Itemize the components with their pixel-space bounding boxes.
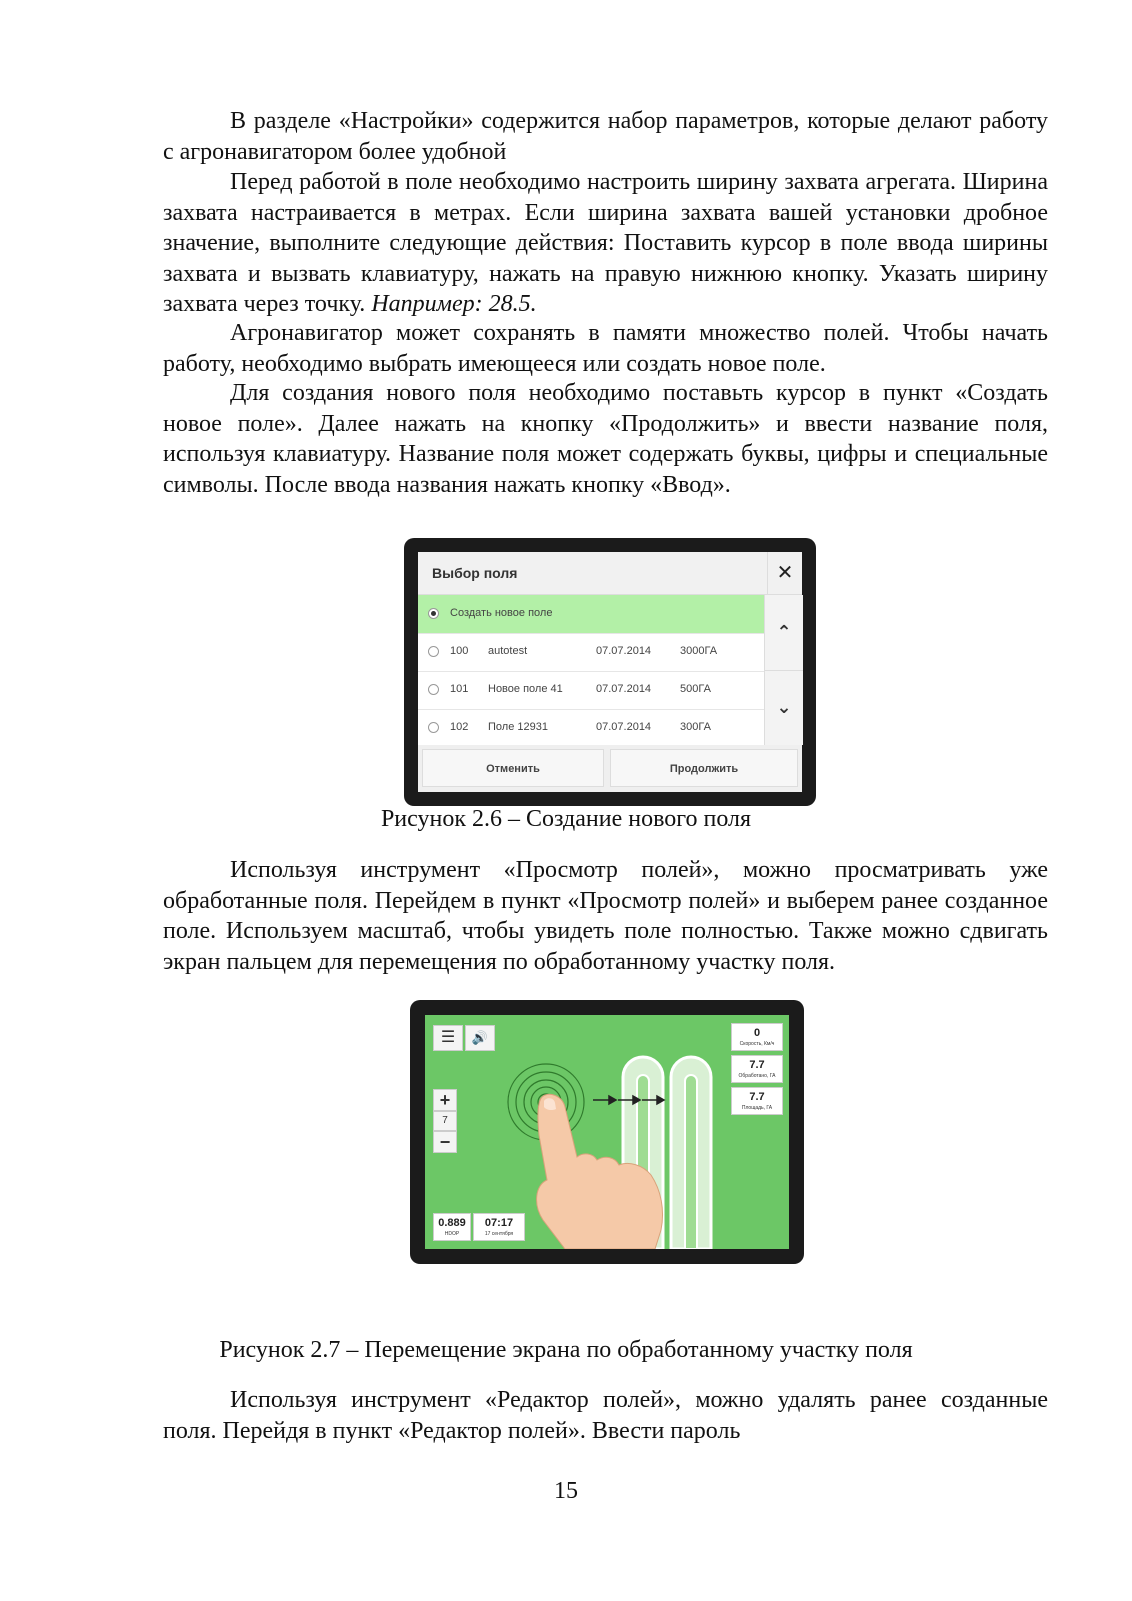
continue-button[interactable]: Продолжить	[610, 749, 798, 787]
stat-value: 0	[753, 1027, 761, 1039]
date-label: 17 сентября	[484, 1231, 514, 1237]
dialog-footer	[418, 745, 802, 792]
field-name: Новое поле 41	[488, 683, 563, 695]
speed-stat	[731, 1023, 783, 1051]
radio-icon[interactable]	[428, 646, 439, 657]
clock-panel	[473, 1213, 525, 1241]
stat-label: Скорость, Км/ч	[739, 1041, 775, 1047]
example-text: Например: 28.5.	[371, 291, 537, 318]
field-area: 500ГА	[680, 683, 711, 695]
radio-icon[interactable]	[428, 722, 439, 733]
paragraph-settings: В разделе «Настройки» содержится набор параметров, которые делают работу с агронавигатором более удобной	[163, 108, 1048, 165]
field-area: 300ГА	[680, 721, 711, 733]
zoom-in-button[interactable]: +	[433, 1089, 457, 1111]
close-icon[interactable]: ✕	[767, 552, 802, 594]
field-id: 100	[450, 645, 469, 657]
cancel-button[interactable]: Отменить	[422, 749, 604, 787]
field-row[interactable]	[418, 709, 764, 747]
figure-field-selection	[404, 538, 816, 806]
strip-inner	[685, 1075, 697, 1249]
stat-label: Площадь, ГА	[741, 1105, 773, 1111]
zoom-level: 7	[433, 1111, 457, 1131]
hdop-value: 0.889	[438, 1217, 466, 1229]
row-create-new-field[interactable]	[418, 595, 764, 634]
dialog-header	[418, 552, 802, 595]
dialog-title: Выбор поля	[432, 565, 518, 581]
area-stat	[731, 1087, 783, 1115]
sound-icon[interactable]: 🔊	[465, 1025, 495, 1051]
stat-value: 7.7	[749, 1091, 765, 1103]
paragraph-create-field: Для создания нового поля необходимо поставьть курсор в пункт «Создать новое поле». Далее нажать на кнопку «Продолжить» и ввести название поля, используя клавиатуру. Название поля может содержать буквы, цифры и специальные символы. После ввода названия нажать кнопку «Ввод».	[163, 380, 1048, 498]
radio-icon[interactable]	[428, 608, 439, 619]
field-row[interactable]	[418, 633, 764, 672]
zoom-out-button[interactable]: −	[433, 1131, 457, 1153]
field-id: 102	[450, 721, 469, 733]
field-date: 07.07.2014	[596, 645, 652, 657]
figure-caption: Рисунок 2.7 – Перемещение экрана по обработанному участку поля	[219, 1337, 913, 1363]
row-label: Создать новое поле	[450, 607, 553, 619]
stat-label: Обработано, ГА	[738, 1073, 776, 1079]
menu-button[interactable]: ☰	[433, 1025, 463, 1051]
field-row[interactable]	[418, 671, 764, 710]
stat-value: 7.7	[749, 1059, 765, 1071]
paragraph-fields: Агронавигатор может сохранять в памяти множество полей. Чтобы начать работу, необходимо выбрать имеющееся или создать новое поле.	[163, 320, 1048, 377]
processed-stat	[731, 1055, 783, 1083]
radio-icon[interactable]	[428, 684, 439, 695]
field-select-dialog	[418, 552, 802, 792]
paragraph-view-fields: Используя инструмент «Просмотр полей», можно просматривать уже обработанные поля. Перейдем в пункт «Просмотр полей» и выберем ранее созданное поле. Используем масштаб, чтобы увидеть поле полностью. Также можно сдвигать экран пальцем для перемещения по обработанному участку поля.	[163, 857, 1048, 975]
field-date: 07.07.2014	[596, 683, 652, 695]
hdop-panel	[433, 1213, 471, 1241]
hdop-label: HDOP	[444, 1231, 460, 1237]
paragraph-width: Перед работой в поле необходимо настроить ширину захвата агрегата. Ширина захвата настраивается в метрах. Если ширина захвата вашей установки дробное значение, выполните следующие действия: Поставить курсор в поле ввода ширины захвата и вызвать клавиатуру, нажать на правую нижнюю кнопку. Указать ширину захвата через точку. Например: 28.5.	[163, 169, 1048, 318]
field-name: Поле 12931	[488, 721, 548, 733]
page-number: 15	[554, 1478, 578, 1504]
chevron-down-icon[interactable]: ⌄	[776, 697, 792, 717]
figure-caption: Рисунок 2.6 – Создание нового поля	[380, 806, 752, 832]
field-date: 07.07.2014	[596, 721, 652, 733]
chevron-up-icon[interactable]: ⌃	[765, 595, 803, 671]
map-screen[interactable]	[425, 1015, 789, 1249]
list-scrollbar[interactable]	[764, 595, 803, 745]
field-name: autotest	[488, 645, 528, 657]
field-area: 3000ГА	[680, 645, 718, 657]
time-value: 07:17	[484, 1217, 514, 1229]
field-id: 101	[450, 683, 469, 695]
paragraph-field-editor: Используя инструмент «Редактор полей», можно удалять ранее созданные поля. Перейдя в пункт «Редактор полей». Ввести пароль	[163, 1387, 1048, 1444]
figure-tablet	[410, 1000, 804, 1264]
